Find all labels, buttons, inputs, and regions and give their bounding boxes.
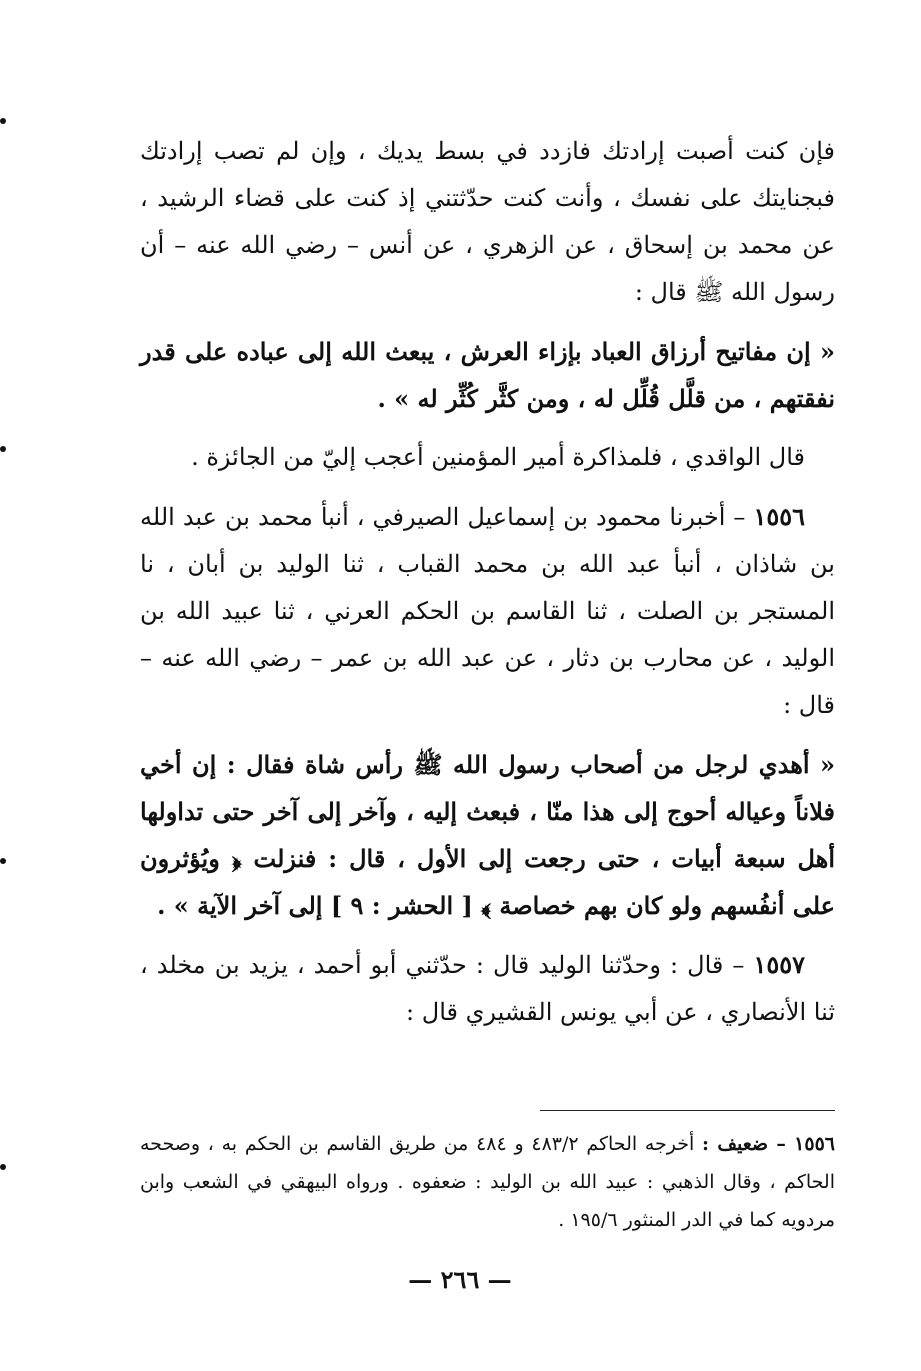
footnote-number: ١٥٥٦ [794,1133,835,1155]
hadith-quote-1: « إن مفاتيح أرزاق العباد بإزاء العرش ، يبعث الله إلى عباده على قدر نفقتهم ، من قلَّل قُلِّل له ، ومن كثَّر كُثِّر له » . [140,337,835,413]
narration-text: – قال : وحدّثنا الوليد قال : حدّثني أبو أحمد ، يزيد بن مخلد ، ثنا الأنصاري ، عن أبي يونس القشيري قال : [140,951,835,1026]
edge-mark [0,446,6,452]
narration-1557 [140,941,835,1036]
page-number: — ٢٦٦ — [408,1265,512,1294]
paragraph-1: فإن كنت أصبت إرادتك فازدد في بسط يديك ، وإن لم تصب إرادتك فبجنايتك على نفسك ، وأنت كنت حدّثتني إذ كنت على قضاء الرشيد ، عن محمد بن إسحاق ، عن الزهري ، عن أنس – رضي الله عنه – أن رسول الله ﷺ قال : [140,137,835,306]
footnotes [140,1125,835,1239]
main-text [140,128,835,1048]
footnote-divider [540,1110,835,1111]
edge-mark [0,118,6,124]
edge-mark [0,858,6,864]
edge-mark [0,1164,6,1170]
narration-text: – أخبرنا محمود بن إسماعيل الصيرفي ، أنبأ محمد بن عبد الله بن شاذان ، أنبأ عبد الله بن محمد القباب ، ثنا الوليد بن أبان ، نا المستجر بن الصلت ، ثنا القاسم بن الحكم العرني ، ثنا عبيد الله بن الوليد ، عن محارب بن دثار ، عن عبد الله بن عمر – رضي الله عنه – قال : [140,503,835,719]
hadith-number: ١٥٥٧ [753,950,805,979]
narration-1556 [140,493,835,729]
hadith-quote-2: « أهدي لرجل من أصحاب رسول الله ﷺ رأس شاة فقال : إن أخي فلاناً وعياله أحوج إلى هذا منّا ، فبعث إليه ، وآخر إلى آخر حتى تداولها أهل سبعة أبيات ، حتى رجعت إلى الأول ، قال : فنزلت ﴿ ويُؤثرون على أنفُسهم ولو كان بهم خصاصة ﴾ [ الحشر : ٩ ] إلى آخر الآية » . [140,750,835,920]
hadith-number: ١٥٥٦ [753,502,805,531]
paragraph-3: قال الواقدي ، فلمذاكرة أمير المؤمنين أعجب إليّ من الجائزة . [191,443,805,471]
footnote-1556 [140,1125,835,1239]
footnote-text: أخرجه الحاكم ٤٨٣/٢ و ٤٨٤ من طريق القاسم بن الحكم به ، وصححه الحاكم ، وقال الذهبي : عبيد الله بن الوليد : ضعفوه . ورواه البيهقي في الشعب وابن مردويه كما في الدر المنثور ١٩٥/٦ . [140,1133,835,1231]
footnote-grade: – ضعيف : [702,1133,795,1155]
